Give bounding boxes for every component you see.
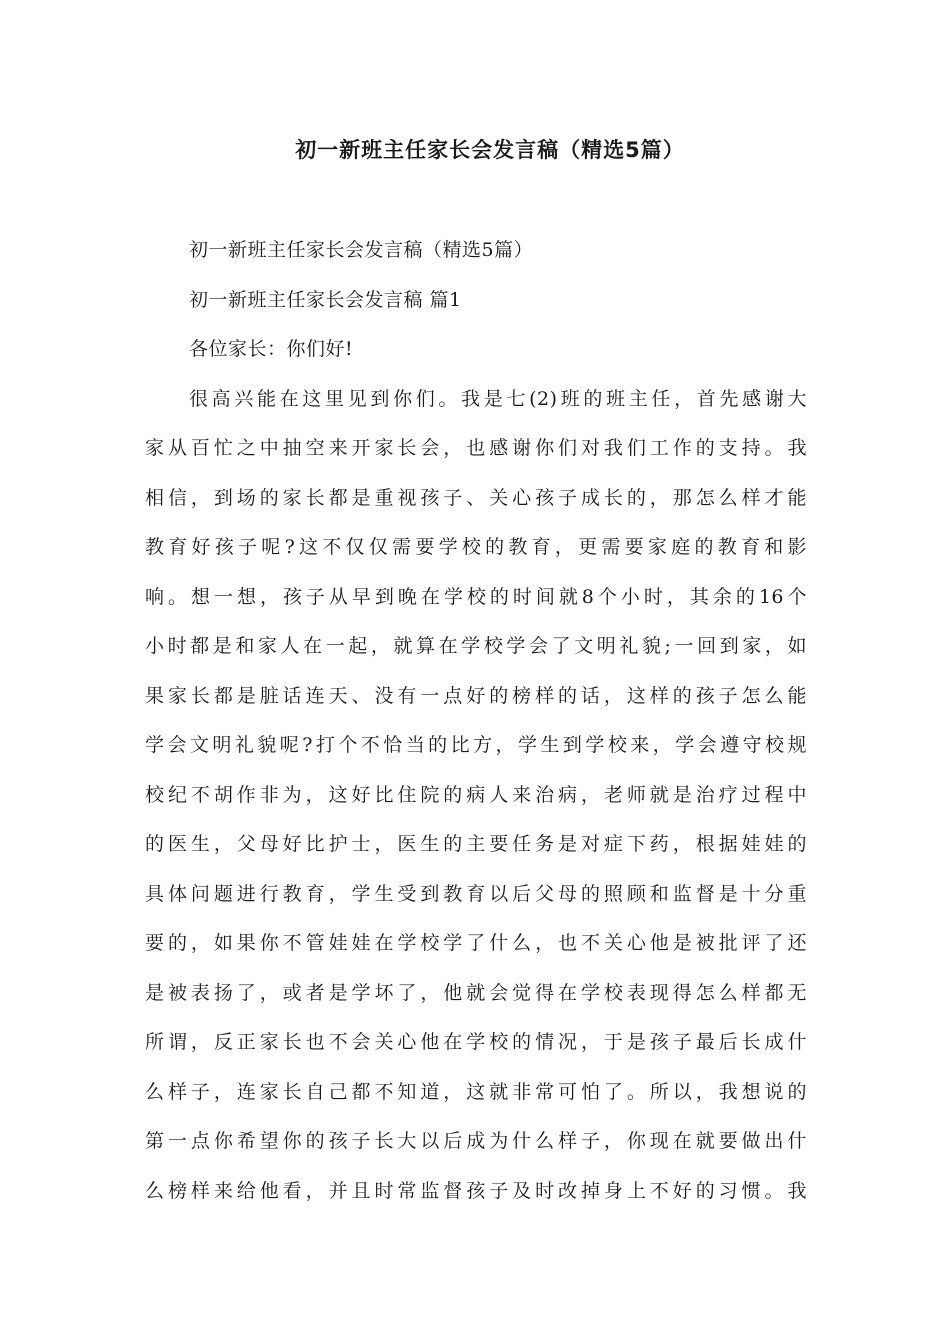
paragraph-line: 具体问题进行教育，学生受到教育以后父母的照顾和监督是十分重 xyxy=(145,882,807,905)
paragraph-line: 么榜样来给他看，并且时常监督孩子及时改掉身上不好的习惯。我 xyxy=(145,1179,807,1202)
paragraph-line: 要的，如果你不管娃娃在学校学了什么，也不关心他是被批评了还 xyxy=(145,932,807,954)
paragraph-line: 学会文明礼貌呢?打个不恰当的比方，学生到学校来，学会遵守校规 xyxy=(145,734,807,756)
document-body xyxy=(145,226,807,1216)
paragraph-line: 第一点你希望你的孩子长大以后成为什么样子，你现在就要做出什 xyxy=(145,1130,807,1152)
paragraph-line: 么样子，连家长自己都不知道，这就非常可怕了。所以，我想说的 xyxy=(145,1080,807,1103)
paragraph-line: 响。想一想，孩子从早到晚在学校的时间就8个小时，其余的16个 xyxy=(145,585,807,608)
document-title: 初一新班主任家长会发言稿（精选5篇） xyxy=(295,138,685,162)
intro-heading: 初一新班主任家长会发言稿（精选5篇） xyxy=(189,239,534,261)
paragraph-line: 相信，到场的家长都是重视孩子、关心孩子成长的，那怎么样才能 xyxy=(145,486,807,509)
greeting: 各位家长：你们好! xyxy=(189,338,354,360)
paragraph-line: 小时都是和家人在一起，就算在学校学会了文明礼貌;一回到家，如 xyxy=(145,635,807,657)
body-paragraph xyxy=(145,375,807,1217)
paragraph-line: 教育好孩子呢?这不仅仅需要学校的教育，更需要家庭的教育和影 xyxy=(145,536,807,558)
paragraph-line: 校纪不胡作非为，这好比住院的病人来治病，老师就是治疗过程中 xyxy=(145,783,807,806)
paragraph-line: 所谓，反正家长也不会关心他在学校的情况，于是孩子最后长成什 xyxy=(145,1031,807,1053)
paragraph-line: 很高兴能在这里见到你们。我是七(2)班的班主任，首先感谢大 xyxy=(189,387,807,410)
paragraph-line: 家从百忙之中抽空来开家长会，也感谢你们对我们工作的支持。我 xyxy=(145,437,807,459)
paragraph-line: 果家长都是脏话连天、没有一点好的榜样的话，这样的孩子怎么能 xyxy=(145,684,807,707)
section-heading: 初一新班主任家长会发言稿 篇1 xyxy=(189,288,462,311)
paragraph-line: 的医生，父母好比护士，医生的主要任务是对症下药，根据娃娃的 xyxy=(145,833,807,855)
paragraph-line: 是被表扬了，或者是学坏了，他就会觉得在学校表现得怎么样都无 xyxy=(145,981,807,1004)
